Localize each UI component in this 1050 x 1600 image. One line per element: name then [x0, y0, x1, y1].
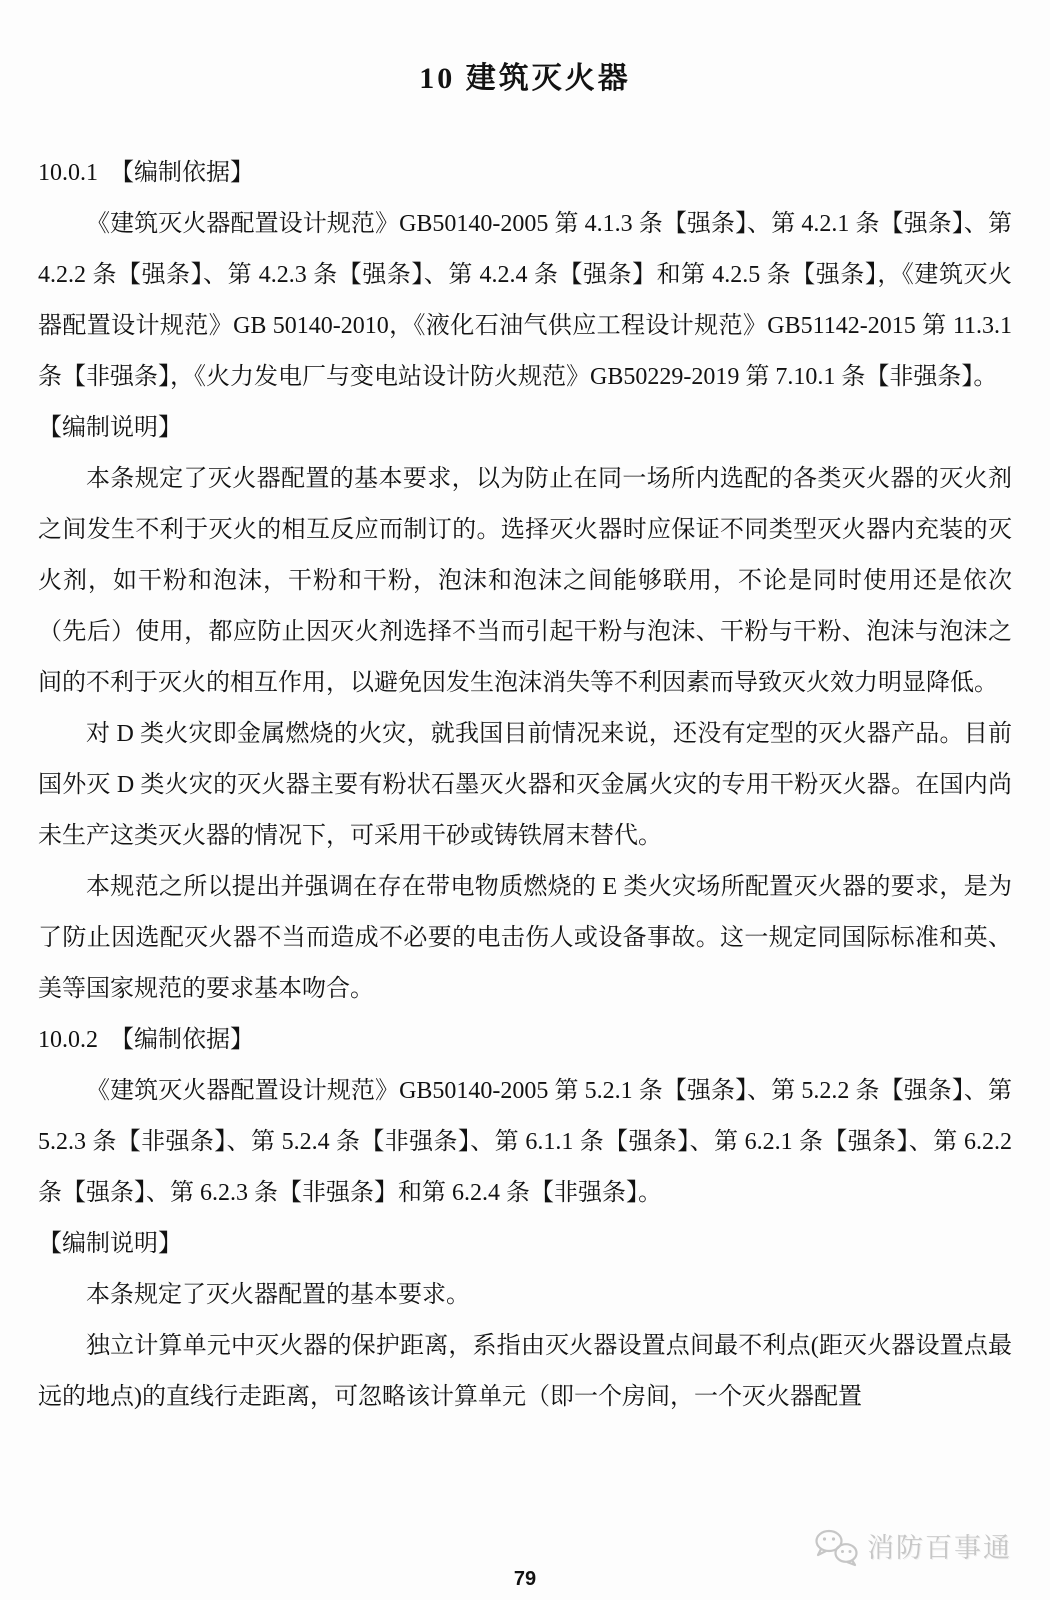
paragraph: 《建筑灭火器配置设计规范》GB50140-2005 第 4.1.3 条【强条】、第 4.2.1 条【强条】、第 4.2.2 条【强条】、第 4.2.3 条【强条】、第 4.2.4 条【强条】和第 4.2.5 条【强条】，《建筑灭火器配置设计规范》GB 50140-2010，《液化石油气供应工程设计规范》GB51142-2015 第 11.3.1 条【非强条】，《火力发电厂与变电站设计防火规范》GB50229-2019 第 7.10.1 条【非强条】。	[38, 211, 1012, 390]
paragraph: 本条规定了灭火器配置的基本要求，以为防止在同一场所内选配的各类灭火器的灭火剂之间发生不利于灭火的相互反应而制订的。选择灭火器时应保证不同类型灭火器内充装的灭火剂，如干粉和泡沫，干粉和干粉，泡沫和泡沫之间能够联用，不论是同时使用还是依次（先后）使用，都应防止因灭火剂选择不当而引起干粉与泡沫、干粉与干粉、泡沫与泡沫之间的不利于灭火的相互作用，以避免因发生泡沫消失等不利因素而导致灭火效力明显降低。	[38, 466, 1012, 696]
paragraph: 本规范之所以提出并强调在存在带电物质燃烧的 E 类火灾场所配置灭火器的要求，是为了防止因选配灭火器不当而造成不必要的电击伤人或设备事故。这一规定同国际标准和英、美等国家规范的要求基本吻合。	[38, 874, 1012, 1002]
section-heading-10-0-2: 10.0.2 【编制依据】	[38, 1027, 254, 1053]
wechat-chat-bubbles-icon	[814, 1528, 860, 1568]
document-body	[38, 148, 1012, 1423]
paragraph: 独立计算单元中灭火器的保护距离，系指由灭火器设置点间最不利点(距灭火器设置点最远的地点)的直线行走距离，可忽略该计算单元（即一个房间，一个灭火器配置	[38, 1333, 1012, 1410]
page-number: 79	[513, 1568, 537, 1590]
section-heading-notes: 【编制说明】	[38, 1231, 182, 1257]
paragraph: 本条规定了灭火器配置的基本要求。	[86, 1282, 470, 1308]
paragraph: 对 D 类火灾即金属燃烧的火灾，就我国目前情况来说，还没有定型的灭火器产品。目前国外灭 D 类火灾的灭火器主要有粉状石墨灭火器和灭金属火灾的专用干粉灭火器。在国内尚未生产这类灭火器的情况下，可采用干砂或铸铁屑末替代。	[38, 721, 1012, 849]
section-heading-10-0-1: 10.0.1 【编制依据】	[38, 160, 254, 186]
page-title: 10 建筑灭火器	[419, 62, 631, 95]
section-heading-notes: 【编制说明】	[38, 415, 182, 441]
watermark	[814, 1526, 1012, 1570]
watermark-text: 消防百事通	[867, 1533, 1012, 1563]
paragraph: 《建筑灭火器配置设计规范》GB50140-2005 第 5.2.1 条【强条】、第 5.2.2 条【强条】、第 5.2.3 条【非强条】、第 5.2.4 条【非强条】、第 6.1.1 条【强条】、第 6.2.1 条【强条】、第 6.2.2 条【强条】、第 6.2.3 条【非强条】和第 6.2.4 条【非强条】。	[38, 1078, 1012, 1206]
